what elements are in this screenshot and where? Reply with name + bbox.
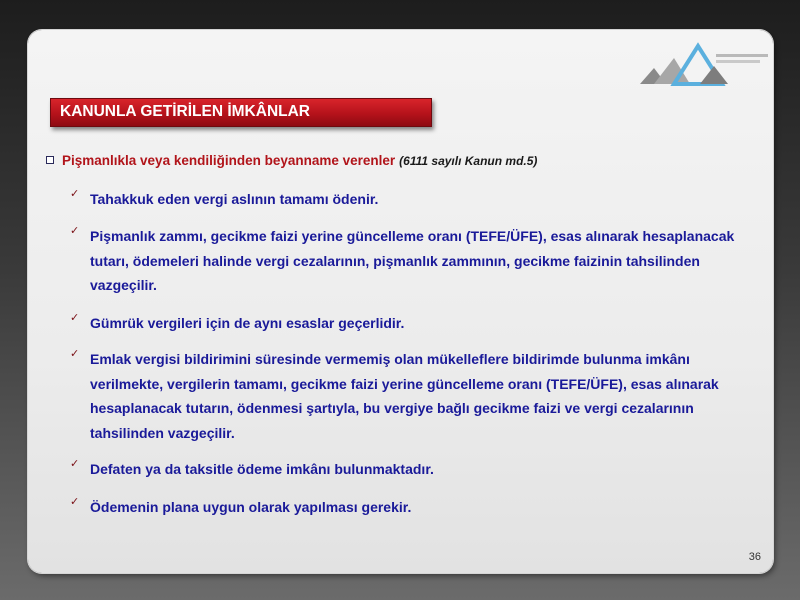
list-item-text: Defaten ya da taksitle ödeme imkânı bulunmaktadır.	[90, 461, 434, 477]
list-item-text: Emlak vergisi bildirimini süresinde vermemiş olan mükelleflere bildirimde bulunma imkânı verilmekte, vergilerin tamamı, gecikme faizi yerine güncelleme oranı (TEFE/ÜFE), esas alınarak hesaplanacak tutarın, ödenmesi şartıyla, bu vergiye bağlı gecikme faizi ve vergi cezalarının tahsilinden vazgeçilir.	[90, 351, 719, 441]
main-bullet-text: Pişmanlıkla veya kendiliğinden beyanname verenler	[62, 153, 396, 168]
checkmark-icon: ✓	[70, 312, 80, 324]
square-bullet-icon	[46, 156, 54, 164]
main-bullet	[46, 153, 746, 168]
checkmark-icon: ✓	[70, 458, 80, 470]
page-number: 36	[748, 551, 761, 563]
checkmark-icon: ✓	[70, 348, 80, 360]
list-item-text: Tahakkuk eden vergi aslının tamamı ödenir.	[90, 191, 379, 207]
list-item-text: Gümrük vergileri için de aynı esaslar geçerlidir.	[90, 315, 405, 331]
checkmark-icon: ✓	[70, 188, 80, 200]
slide-title: KANUNLA GETİRİLEN İMKÂNLAR	[60, 103, 310, 120]
list-item-text: Ödemenin plana uygun olarak yapılması gerekir.	[90, 499, 412, 515]
checkmark-icon: ✓	[70, 496, 80, 508]
list-item-text: Pişmanlık zammı, gecikme faizi yerine güncelleme oranı (TEFE/ÜFE), esas alınarak hesaplanacak tutarı, ödemeleri halinde vergi cezalarının, pişmanlık zammının, gecikme faizinin tahsilinden vazgeçilir.	[90, 228, 735, 293]
checkmark-icon: ✓	[70, 225, 80, 237]
mountain-logo-icon	[640, 40, 772, 86]
main-bullet-reference: (6111 sayılı Kanun md.5)	[399, 154, 538, 168]
title-bar	[50, 98, 432, 127]
slide	[28, 30, 773, 573]
